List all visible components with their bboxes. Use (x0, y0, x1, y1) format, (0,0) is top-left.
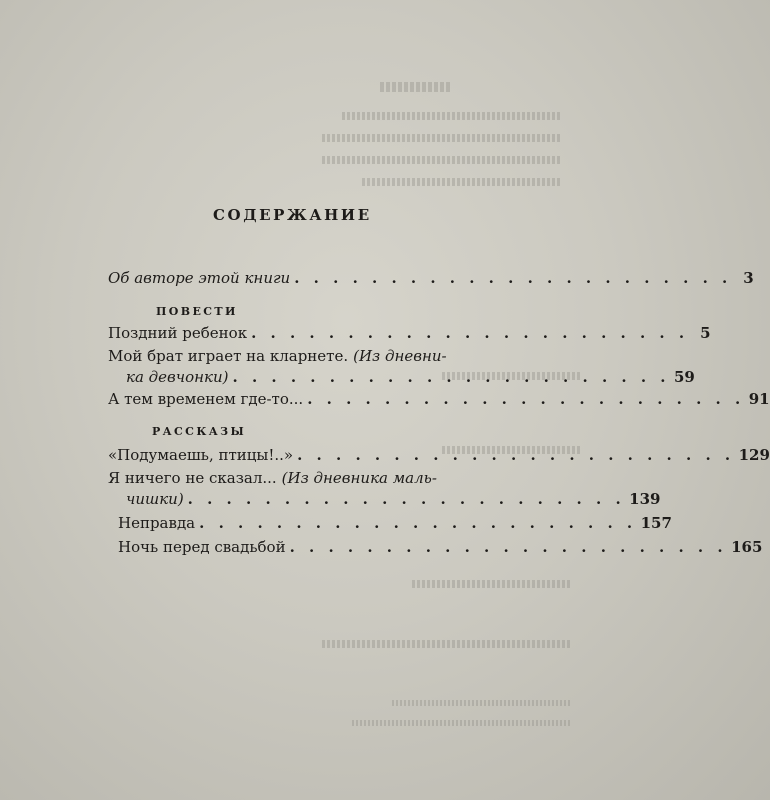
toc-page-number: 3 (743, 269, 754, 287)
toc-entry (108, 389, 770, 409)
toc-entry-label-italic: чишки) (126, 490, 184, 508)
toc-entry (108, 323, 711, 343)
toc-page-number: 59 (674, 368, 695, 386)
bleed-through-texture (340, 112, 560, 120)
toc-entry (108, 537, 763, 557)
toc-entry-label: Мой брат играет на кларнете. (108, 347, 349, 365)
toc-page-number: 139 (629, 490, 661, 508)
leader-dots: . . . . . . . . . . . . . . . . . . . . . . . (232, 368, 670, 386)
toc-entry-label: Ночь перед свадьбой (118, 538, 286, 556)
toc-entry-label: «Подумаешь, птицы!..» (108, 446, 294, 464)
toc-page-number: 5 (700, 324, 711, 342)
bleed-through-texture (390, 700, 570, 706)
bleed-through-texture (410, 580, 570, 588)
bleed-through-texture (360, 178, 560, 186)
toc-entry-label: Я ничего не сказал... (108, 469, 277, 487)
toc-entry (108, 346, 460, 366)
toc-title: СОДЕРЖАНИЕ (213, 206, 372, 224)
leader-dots: . . . . . . . . . . . . . . . . . . . . . . . (294, 269, 732, 287)
toc-entry (108, 468, 460, 488)
bleed-through-texture (380, 82, 450, 92)
toc-entry-label-italic: ка девчонки) (126, 368, 229, 386)
toc-entry-about-author (108, 268, 754, 288)
toc-entry-continuation (126, 489, 661, 509)
leader-dots: . . . . . . . . . . . . . . . . . . . . . . . (199, 514, 637, 532)
toc-entry (108, 445, 770, 465)
toc-entry-continuation (126, 367, 695, 387)
section-heading-rasskazy: РАССКАЗЫ (152, 425, 247, 438)
leader-dots: . . . . . . . . . . . . . . . . . . . . . . . (251, 324, 689, 342)
bleed-through-texture (320, 134, 560, 142)
toc-entry-label-italic: (Из дневни- (353, 347, 447, 365)
bleed-through-texture (320, 156, 560, 164)
section-heading-povesti: ПОВЕСТИ (156, 305, 238, 318)
leader-dots: . . . . . . . . . . . . . . . . . . . . . . . (187, 490, 626, 508)
leader-dots: . . . . . . . . . . . . . . . . . . . . . . . (307, 390, 745, 408)
toc-page-number: 91 (748, 390, 770, 408)
bleed-through-texture (320, 640, 570, 648)
toc-entry-label-italic: (Из дневника маль- (281, 469, 437, 487)
toc-entry-label: Поздний ребенок (108, 324, 248, 342)
toc-entry (108, 513, 672, 533)
toc-entry-label: Неправда (118, 514, 196, 532)
leader-dots: . . . . . . . . . . . . . . . . . . . . . . . (297, 446, 735, 464)
toc-page-number: 157 (640, 514, 672, 532)
toc-entry-label: Об авторе этой книги (108, 269, 291, 287)
toc-page-number: 129 (738, 446, 770, 464)
leader-dots: . . . . . . . . . . . . . . . . . . . . . . . (289, 538, 728, 556)
toc-page-number: 165 (731, 538, 763, 556)
toc-entry-label: А тем временем где-то... (108, 390, 304, 408)
bleed-through-texture (350, 720, 570, 726)
